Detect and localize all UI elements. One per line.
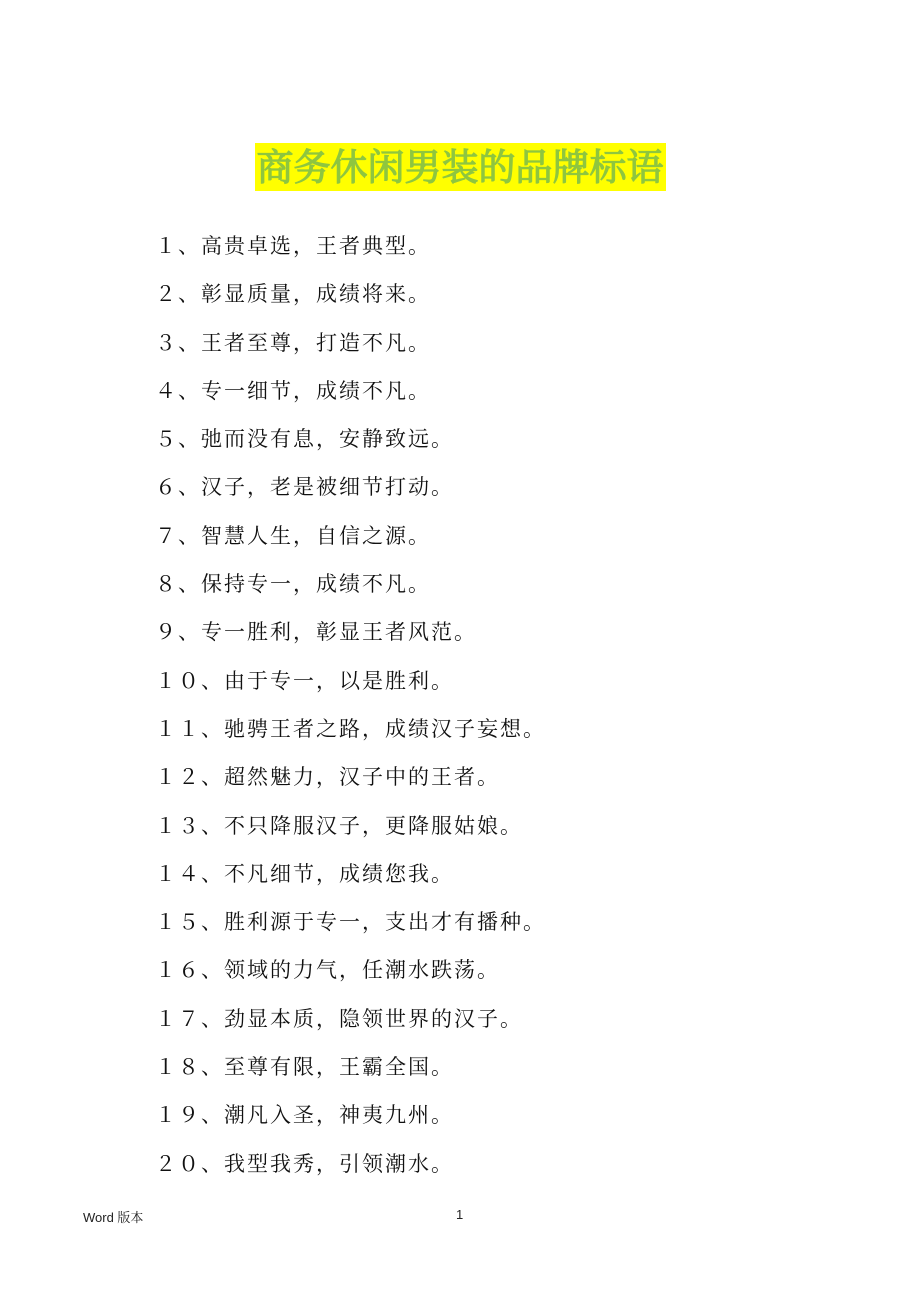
list-item: １３、不只降服汉子，更降服姑娘。 [155,813,523,838]
list-item: １６、领域的力气，任潮水跌荡。 [155,958,500,983]
list-item: １４、不凡细节，成绩您我。 [155,861,454,886]
list-item: １８、至尊有限，王霸全国。 [155,1055,454,1080]
list-item: ７、智慧人生，自信之源。 [155,523,431,548]
list-item: １１、驰骋王者之路，成绩汉子妄想。 [155,716,546,741]
list-item: ５、弛而没有息，安静致远。 [155,427,454,452]
footer-version-label: Word 版本 [83,1210,144,1225]
list-item: １２、超然魅力，汉子中的王者。 [155,765,500,790]
list-item: ４、专一细节，成绩不凡。 [155,378,431,403]
list-item: １５、胜利源于专一，支出才有播种。 [155,910,546,935]
list-item: ８、保持专一，成绩不凡。 [155,572,431,597]
list-item: １７、劲显本质，隐领世界的汉子。 [155,1006,523,1031]
document-title: 商务休闲男装的品牌标语 [256,145,664,189]
list-item: ２０、我型我秀，引领潮水。 [155,1151,454,1176]
title-container [0,143,920,191]
list-item: １、高贵卓选，王者典型。 [155,234,431,258]
list-item: １９、潮凡入圣，神夷九州。 [155,1103,454,1128]
list-item: ９、专一胜利，彰显王者风范。 [155,620,477,645]
slogan-list [155,224,855,1190]
list-item: ６、汉子，老是被细节打动。 [155,475,454,500]
list-item: １０、由于专一，以是胜利。 [155,668,454,693]
list-item: ３、王者至尊，打造不凡。 [155,330,431,355]
list-item: ２、彰显质量，成绩将来。 [155,282,431,307]
footer-page-number: 1 [456,1207,464,1222]
